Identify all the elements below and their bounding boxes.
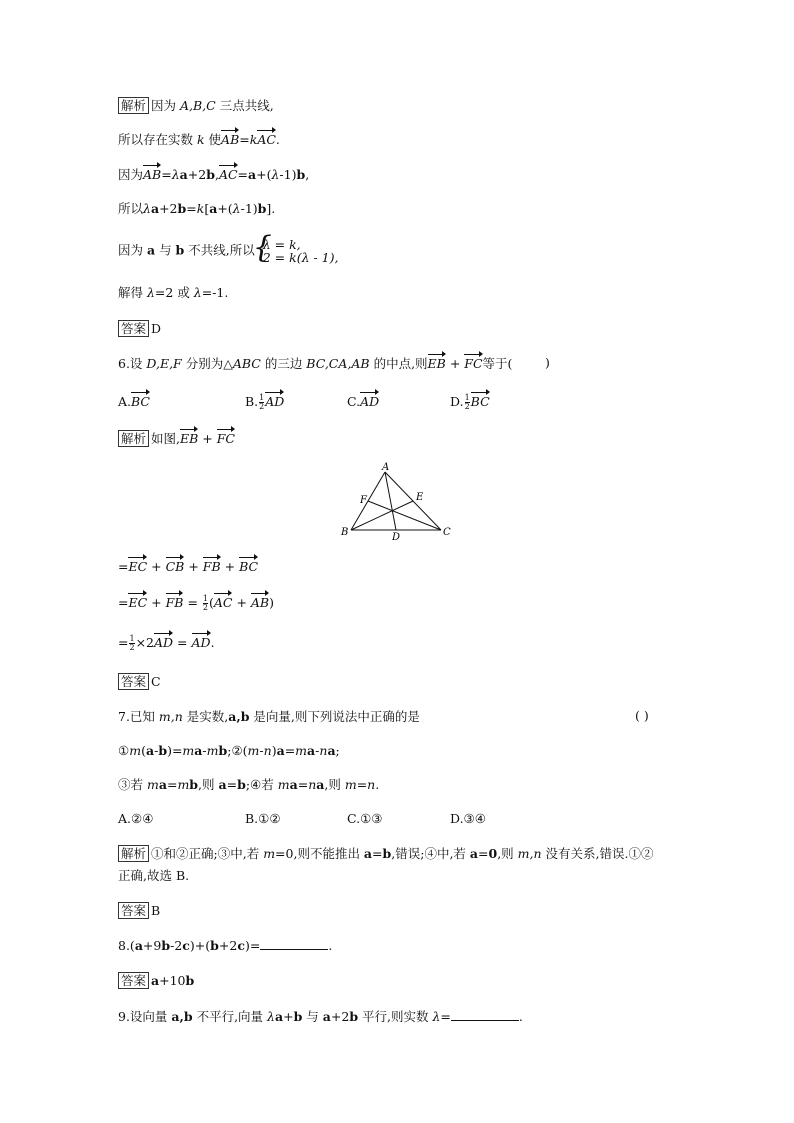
text: a bbox=[316, 777, 325, 792]
text: [ bbox=[204, 201, 210, 216]
answer-line-8 bbox=[118, 972, 194, 990]
text: m bbox=[182, 743, 195, 758]
text: +2 bbox=[330, 1009, 350, 1024]
text: a bbox=[179, 167, 188, 182]
text: 与 bbox=[155, 242, 176, 258]
text: b bbox=[206, 167, 215, 182]
derivation-line-1 bbox=[118, 558, 258, 576]
triangle-figure bbox=[338, 460, 458, 542]
vector-bc: BC bbox=[131, 394, 150, 409]
text: , bbox=[305, 167, 310, 182]
text: = bbox=[166, 777, 178, 792]
text: λ bbox=[143, 201, 151, 216]
text: = bbox=[183, 595, 202, 610]
denominator: 2 bbox=[202, 603, 208, 612]
text: A,B,C bbox=[180, 98, 216, 113]
text: = bbox=[372, 846, 383, 861]
vector-eb: EB bbox=[180, 431, 199, 446]
text: C. bbox=[347, 394, 361, 409]
text: b bbox=[175, 242, 185, 258]
text: = bbox=[118, 559, 129, 574]
analysis-line-5 bbox=[118, 238, 338, 264]
text: . bbox=[375, 777, 380, 792]
text: a,b bbox=[228, 709, 250, 724]
vector-fc: FC bbox=[216, 431, 235, 446]
analysis-line-q7-cont: 正确,故选 B. bbox=[118, 868, 190, 883]
option-d bbox=[450, 393, 490, 411]
option-b bbox=[245, 393, 284, 411]
text: = bbox=[161, 167, 172, 182]
fill-blank[interactable] bbox=[451, 1008, 519, 1021]
text: =2 或 bbox=[154, 285, 194, 300]
vector-ad: AD bbox=[154, 635, 174, 650]
text: ;④若 bbox=[245, 777, 278, 792]
vector-eb: EB bbox=[427, 356, 446, 371]
numerator: 1 bbox=[259, 393, 265, 402]
text: = bbox=[173, 635, 192, 650]
text: a bbox=[194, 743, 203, 758]
text: ; bbox=[335, 743, 340, 758]
answer-tag: 答案 bbox=[118, 673, 149, 690]
text: = bbox=[226, 777, 238, 792]
option-d: D.③④ bbox=[450, 811, 486, 826]
text: 与 bbox=[302, 1009, 323, 1024]
text: a bbox=[276, 743, 285, 758]
text: - bbox=[259, 743, 264, 758]
text: = bbox=[478, 846, 489, 861]
fraction-half bbox=[465, 394, 470, 411]
text: ×2 bbox=[135, 635, 155, 650]
vector-fc: FC bbox=[464, 356, 483, 371]
analysis-line-3 bbox=[118, 166, 309, 184]
label-f: F bbox=[360, 495, 367, 506]
text: c bbox=[237, 938, 245, 953]
text: + bbox=[232, 595, 251, 610]
label-c: C bbox=[443, 527, 451, 538]
label-a: A bbox=[382, 462, 390, 473]
text: ) bbox=[271, 743, 277, 758]
analysis-line-2 bbox=[118, 131, 280, 149]
fraction-half bbox=[203, 595, 208, 612]
text: + bbox=[147, 595, 166, 610]
text: +( bbox=[217, 201, 233, 216]
answer-tag: 答案 bbox=[118, 972, 149, 989]
text: )+( bbox=[189, 938, 211, 953]
equation-1: { λ = k, bbox=[262, 237, 301, 252]
text: 不共线,所以 bbox=[184, 242, 255, 258]
vector-ec: EC bbox=[128, 559, 148, 574]
derivation-line-3 bbox=[118, 634, 215, 652]
text: ③若 bbox=[118, 777, 147, 792]
question-9-stem bbox=[118, 1008, 523, 1026]
vector-cb: CB bbox=[165, 559, 185, 574]
text: b bbox=[237, 777, 246, 792]
text: 6.设 bbox=[118, 356, 147, 371]
text: A. bbox=[118, 394, 132, 409]
text: +2 bbox=[159, 201, 178, 216]
numerator: 1 bbox=[129, 634, 135, 643]
option-c bbox=[347, 393, 379, 411]
vector-ad: AD bbox=[265, 394, 285, 409]
text: )= bbox=[244, 938, 261, 953]
fraction-half bbox=[259, 394, 264, 411]
equation-2: 2 = k(λ - 1), bbox=[262, 250, 339, 265]
text: m bbox=[129, 743, 142, 758]
text: λ bbox=[193, 285, 202, 300]
text: = bbox=[118, 635, 129, 650]
text: 等于( bbox=[482, 356, 513, 371]
answer-tag: 答案 bbox=[118, 902, 149, 919]
text: BC,CA,AB bbox=[306, 356, 370, 371]
text: b bbox=[257, 201, 267, 216]
text: 9.设向量 bbox=[118, 1009, 172, 1024]
text: m bbox=[263, 846, 276, 861]
answer-line-7 bbox=[118, 902, 160, 920]
text: = bbox=[356, 777, 368, 792]
vector-ab: AB bbox=[221, 132, 240, 147]
analysis-line-6 bbox=[118, 284, 228, 302]
vector-ab: AB bbox=[250, 595, 270, 610]
text: a bbox=[218, 777, 227, 792]
vector-ad: AD bbox=[360, 394, 380, 409]
label-b: B bbox=[341, 527, 349, 538]
text: m,n bbox=[517, 846, 542, 861]
text: b bbox=[161, 938, 171, 953]
text: λ bbox=[171, 167, 180, 182]
equation-system bbox=[255, 238, 339, 264]
text: c bbox=[182, 938, 190, 953]
statement-line-1 bbox=[118, 742, 340, 760]
text: . bbox=[518, 1009, 523, 1024]
vector-fb: FB bbox=[165, 595, 184, 610]
text: a bbox=[322, 1009, 331, 1024]
text: b bbox=[296, 167, 306, 182]
text: a bbox=[248, 167, 257, 182]
text: 解得 bbox=[118, 285, 147, 300]
text: a bbox=[469, 846, 479, 861]
label-d: D bbox=[392, 532, 401, 542]
vector-ac: AC bbox=[213, 595, 233, 610]
text: b bbox=[185, 973, 195, 988]
option-c: C.①③ bbox=[347, 811, 383, 826]
text: m bbox=[177, 777, 190, 792]
text: 是向量,则下列说法中正确的是 bbox=[249, 709, 420, 724]
text: 所以存在实数 bbox=[118, 132, 197, 147]
denominator: 2 bbox=[129, 643, 135, 652]
analysis-line-q6 bbox=[118, 430, 235, 448]
text: m bbox=[146, 777, 159, 792]
text: 是实数, bbox=[182, 709, 229, 724]
text: +9 bbox=[142, 938, 162, 953]
text: k bbox=[249, 132, 258, 147]
text: 没有关系,错误.①② bbox=[541, 846, 654, 861]
text: n bbox=[308, 777, 317, 792]
vector-ab: AB bbox=[143, 167, 162, 182]
text: =0,则不能推出 bbox=[275, 846, 364, 861]
text: ( bbox=[141, 743, 146, 758]
text: m bbox=[295, 743, 308, 758]
text: , bbox=[214, 167, 219, 182]
text: a bbox=[134, 938, 143, 953]
text: 所以 bbox=[118, 201, 144, 216]
text: . bbox=[210, 635, 215, 650]
text: = bbox=[239, 132, 250, 147]
text: = bbox=[440, 1009, 451, 1024]
text: 平行,则实数 bbox=[358, 1009, 433, 1024]
text: ]. bbox=[266, 201, 276, 216]
text: = bbox=[186, 201, 197, 216]
vector-fb: FB bbox=[202, 559, 221, 574]
text: λ bbox=[232, 201, 241, 216]
text: 因为 bbox=[118, 167, 144, 182]
text: b bbox=[218, 743, 228, 758]
text: ,则 bbox=[497, 846, 518, 861]
text: ( bbox=[208, 595, 214, 610]
text: +2 bbox=[218, 938, 238, 953]
text: 8.( bbox=[118, 938, 135, 953]
denominator: 2 bbox=[259, 402, 265, 411]
analysis-tag: 解析 bbox=[118, 97, 149, 114]
text: b bbox=[189, 777, 199, 792]
answer-paren-close: ) bbox=[545, 355, 550, 370]
text: 0 bbox=[488, 846, 498, 861]
answer-paren: ( ) bbox=[635, 708, 649, 723]
text: b bbox=[158, 743, 168, 758]
answer-tag: 答案 bbox=[118, 320, 149, 337]
text: -1) bbox=[279, 167, 297, 182]
fraction-half bbox=[129, 635, 134, 652]
text: + bbox=[220, 559, 240, 574]
text: m bbox=[277, 777, 290, 792]
vector-ad: AD bbox=[191, 635, 211, 650]
vector-bc: BC bbox=[470, 394, 490, 409]
median-ad bbox=[385, 472, 396, 530]
text: + bbox=[198, 431, 217, 446]
text: ABC bbox=[232, 356, 261, 371]
text: = bbox=[297, 777, 309, 792]
text: m bbox=[344, 777, 357, 792]
text: ;②( bbox=[227, 743, 248, 758]
text: + bbox=[147, 559, 166, 574]
text: B. bbox=[245, 394, 259, 409]
answer-value: B bbox=[151, 903, 161, 918]
text: - bbox=[202, 743, 207, 758]
text: 分别为△ bbox=[181, 356, 233, 371]
text: D. bbox=[450, 394, 464, 409]
text: 的中点,则 bbox=[369, 356, 428, 371]
denominator: 2 bbox=[464, 402, 470, 411]
text: 7.已知 bbox=[118, 709, 159, 724]
text: +10 bbox=[159, 973, 186, 988]
text: λ bbox=[267, 1009, 275, 1024]
text: m bbox=[206, 743, 219, 758]
text: m,n bbox=[158, 709, 183, 724]
text: + bbox=[184, 559, 203, 574]
analysis-tag: 解析 bbox=[118, 845, 149, 862]
text: b bbox=[293, 1009, 303, 1024]
derivation-line-2 bbox=[118, 594, 274, 612]
question-6-stem bbox=[118, 355, 512, 373]
text: a bbox=[274, 1009, 284, 1024]
vector-ac: AC bbox=[218, 167, 238, 182]
text: a bbox=[307, 743, 316, 758]
vector-ec: EC bbox=[128, 595, 148, 610]
text: b bbox=[349, 1009, 359, 1024]
option-a bbox=[118, 393, 150, 411]
text: - bbox=[315, 743, 320, 758]
text: a bbox=[145, 743, 155, 758]
text: = bbox=[118, 595, 129, 610]
answer-line-6 bbox=[118, 673, 161, 691]
text: = bbox=[237, 167, 249, 182]
text: 因为 bbox=[151, 98, 180, 113]
text: a bbox=[289, 777, 298, 792]
text: a bbox=[151, 973, 160, 988]
text: - bbox=[154, 743, 159, 758]
text: a bbox=[363, 846, 373, 861]
text: n bbox=[263, 743, 272, 758]
text: λ bbox=[432, 1009, 441, 1024]
text: λ bbox=[146, 285, 155, 300]
vector-ac: AC bbox=[257, 132, 276, 147]
analysis-line-q7 bbox=[118, 845, 653, 863]
text: 如图, bbox=[151, 431, 180, 446]
text: 使 bbox=[204, 132, 222, 147]
analysis-tag: 解析 bbox=[118, 430, 149, 447]
analysis-line-4 bbox=[118, 200, 275, 218]
text: )= bbox=[167, 743, 183, 758]
text: k bbox=[196, 201, 205, 216]
label-e: E bbox=[416, 492, 424, 503]
text: . bbox=[275, 132, 280, 147]
text: b bbox=[382, 846, 392, 861]
question-7-stem bbox=[118, 708, 420, 726]
answer-value: C bbox=[151, 674, 161, 689]
option-b: B.①② bbox=[245, 811, 281, 826]
text: +2 bbox=[187, 167, 207, 182]
text: 因为 bbox=[118, 242, 147, 258]
text: b bbox=[177, 201, 187, 216]
text: a bbox=[158, 777, 167, 792]
text: λ bbox=[271, 167, 280, 182]
numerator: 1 bbox=[464, 393, 470, 402]
text: n bbox=[367, 777, 376, 792]
text: D,E,F bbox=[146, 356, 182, 371]
statement-line-2 bbox=[118, 776, 379, 794]
text: ,则 bbox=[324, 777, 345, 792]
text: 的三边 bbox=[260, 356, 307, 371]
text: + bbox=[445, 356, 465, 371]
analysis-line-1 bbox=[118, 97, 274, 115]
numerator: 1 bbox=[202, 594, 208, 603]
text: ) bbox=[269, 595, 274, 610]
text: n bbox=[319, 743, 328, 758]
text: m bbox=[247, 743, 260, 758]
text: . bbox=[328, 938, 333, 953]
text: +( bbox=[256, 167, 272, 182]
text: a bbox=[327, 743, 336, 758]
text: 不平行,向量 bbox=[192, 1009, 268, 1024]
vector-bc: BC bbox=[239, 559, 259, 574]
text: a bbox=[209, 201, 218, 216]
text: k bbox=[196, 132, 205, 147]
text: -2 bbox=[170, 938, 183, 953]
answer-line-5 bbox=[118, 320, 161, 338]
text: + bbox=[283, 1009, 294, 1024]
text: a,b bbox=[171, 1009, 193, 1024]
text: =-1. bbox=[201, 285, 229, 300]
text: 三点共线, bbox=[215, 98, 274, 113]
answer-value: D bbox=[151, 321, 162, 336]
fill-blank[interactable] bbox=[260, 937, 328, 950]
text: ① bbox=[118, 743, 130, 758]
question-8-stem bbox=[118, 937, 332, 955]
option-a: A.②④ bbox=[118, 811, 154, 826]
text: ,则 bbox=[198, 777, 219, 792]
text: ,错误;④中,若 bbox=[391, 846, 470, 861]
text: b bbox=[210, 938, 219, 953]
text: = bbox=[284, 743, 296, 758]
text: a bbox=[150, 201, 160, 216]
text: ①和②正确;③中,若 bbox=[151, 846, 264, 861]
text: a bbox=[146, 242, 156, 258]
text: -1) bbox=[240, 201, 258, 216]
